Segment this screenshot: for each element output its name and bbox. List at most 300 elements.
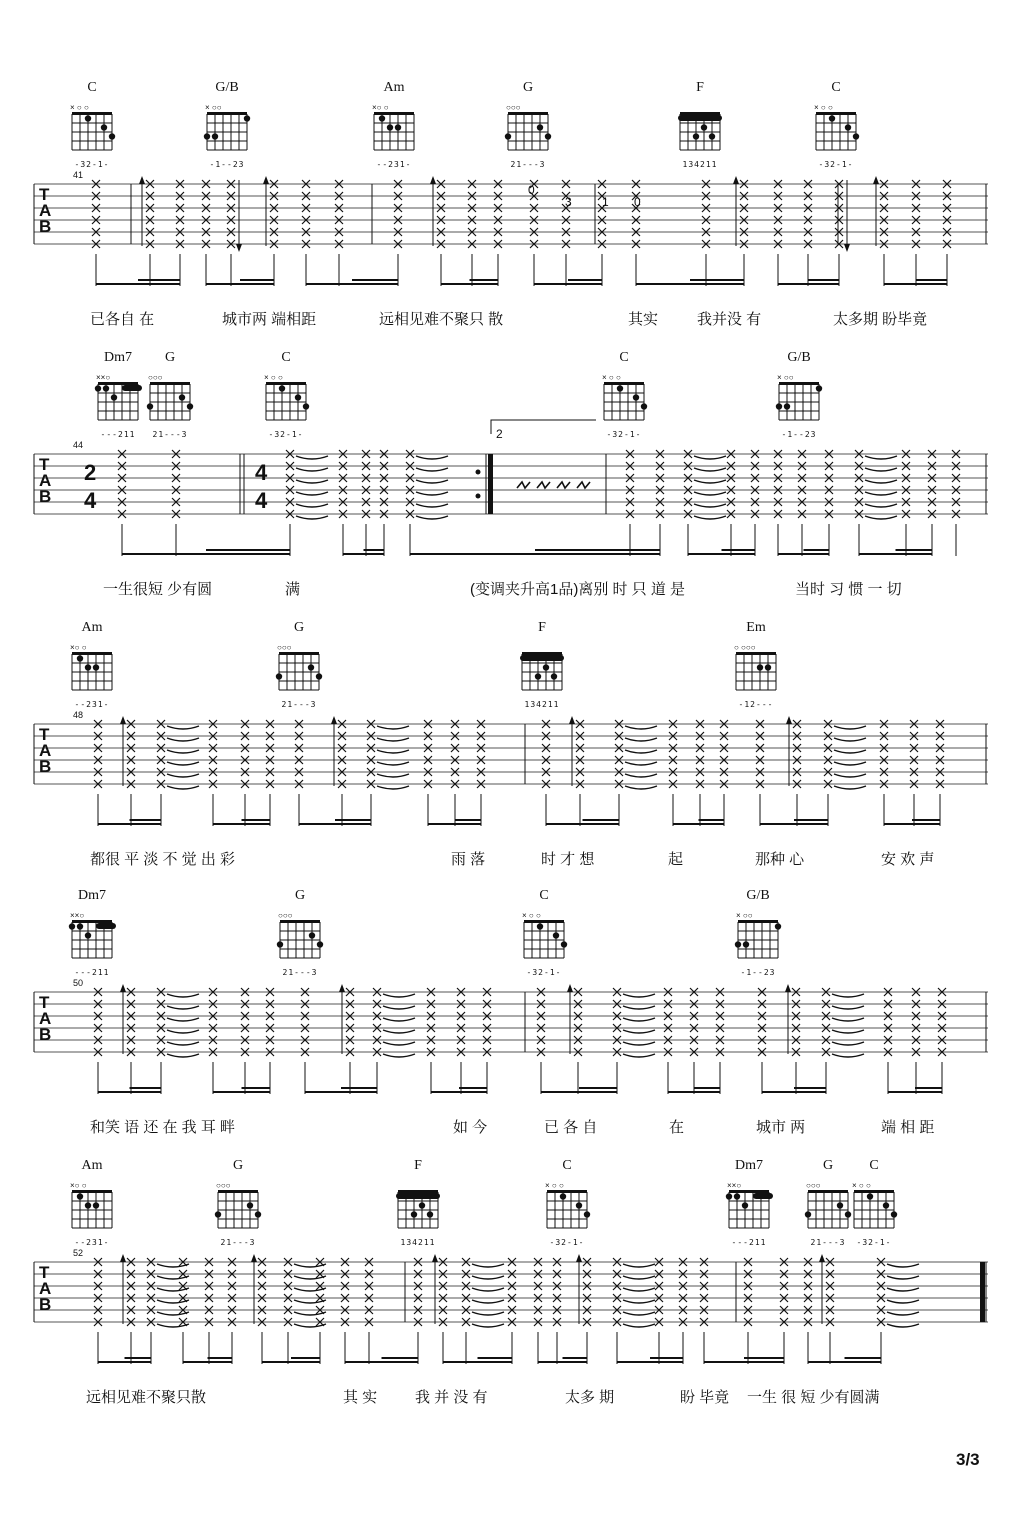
chord-fingering: -32-1- [856,1238,892,1247]
strum-up-arrow [873,176,879,184]
open-string-marks: ○ ○○○ [734,643,756,652]
chord-fingering: -1--23 [740,968,776,977]
finger-dot [85,932,91,938]
tie-arc [167,786,199,789]
finger-dot [551,673,557,679]
chord-name: G [164,350,176,365]
tab-clef-letter: A [39,1279,52,1298]
finger-dot [883,1202,889,1208]
tie-arc [167,762,199,765]
strum-up-arrow [139,176,145,184]
chord-fingering: 21---3 [510,160,546,169]
chord-fingering: -32-1- [549,1238,585,1247]
tie-arc [416,480,448,483]
bar-number: 50 [73,978,84,988]
tie-arc [832,1006,864,1009]
tab-clef-letter: A [39,471,52,490]
strum-down-arrow [236,244,242,252]
lyric-text: 都很 平 淡 不 觉 出 彩 [90,851,236,868]
finger-dot [641,403,647,409]
tie-arc [832,1018,864,1021]
tie-arc [167,994,199,997]
finger-dot [317,941,323,947]
chord-fingering: 134211 [400,1238,436,1247]
strum-up-arrow [567,984,573,992]
chord-diagram [208,1158,268,1253]
chord-fingering: ---211 [100,430,136,439]
chord-fingering: 21---3 [152,430,188,439]
fret-number: 3 [565,195,572,209]
finger-dot [85,1202,91,1208]
chord-diagram [728,888,788,983]
finger-dot [179,394,185,400]
finger-dot [255,1211,261,1217]
tie-arc [416,516,448,519]
tie-arc [157,1264,189,1267]
final-barline [980,1262,985,1322]
chord-diagram [269,620,329,715]
finger-dot [212,133,218,139]
chord-name: Dm7 [104,350,132,365]
lyric-text: 满 [285,581,301,598]
tie-arc [623,1006,655,1009]
chord-diagram [806,80,866,175]
chord-fingering: ---211 [74,968,110,977]
chord-diagram [62,888,122,983]
tab-staff [0,1244,1020,1374]
chord-name: Dm7 [735,1158,763,1173]
finger-dot [576,1202,582,1208]
tab-system [0,80,1020,330]
chord-diagram [719,1158,779,1253]
open-string-marks: ×○ ○ [70,643,87,652]
lyric-text: 我 并 没 有 [415,1389,488,1406]
finger-dot [776,403,782,409]
tie-arc [294,1276,326,1279]
tab-clef-letter: B [39,217,52,236]
chord-diagram [726,620,786,715]
chord-fingering: -32-1- [268,430,304,439]
finger-dot [77,655,83,661]
tie-arc [623,1018,655,1021]
chord-name: Dm7 [78,888,106,903]
bar-number: 44 [73,440,84,450]
finger-dot [93,664,99,670]
strum-up-arrow [120,984,126,992]
chord-fingering: -32-1- [606,430,642,439]
strum-up-arrow [432,1254,438,1262]
chord-grid-diagram [394,1180,442,1236]
tie-arc [157,1312,189,1315]
finger-dot [279,385,285,391]
tie-arc [296,504,328,507]
tie-arc [472,1300,504,1303]
chord-grid-diagram [262,372,310,428]
finger-dot [204,133,210,139]
chord-grid-diagram [68,1180,116,1236]
tie-arc [625,738,657,741]
open-string-marks: ××○ [96,373,111,382]
lyric-text: 雨 落 [451,851,486,868]
tab-staff [0,974,1020,1104]
tie-arc [625,786,657,789]
strum-up-arrow [331,716,337,724]
rest-symbol [537,482,550,488]
finger-dot [85,664,91,670]
open-string-marks: ××○ [727,1181,742,1190]
chord-diagram [537,1158,597,1253]
chord-fingering: --231- [74,1238,110,1247]
tie-arc [694,504,726,507]
tie-arc [416,504,448,507]
tie-arc [157,1324,189,1327]
bar-number: 41 [73,170,84,180]
open-string-marks: × ○ ○ [814,103,833,112]
strum-up-arrow [569,716,575,724]
finger-dot [411,1211,417,1217]
chord-fingering: -32-1- [818,160,854,169]
tab-clef-letter: B [39,487,52,506]
chord-grid-diagram [94,372,142,428]
finger-dot [726,1193,732,1199]
finger-dot [295,394,301,400]
finger-dot [853,133,859,139]
tie-arc [472,1324,504,1327]
lyric-text: 端 相 距 [881,1119,935,1136]
tie-arc [383,1042,415,1045]
chord-name: C [562,1158,572,1173]
chord-name: G [294,888,306,903]
chord-grid-diagram [203,102,251,158]
chord-name: Am [383,80,405,95]
chord-diagram [670,80,730,175]
open-string-marks: × ○ ○ [70,103,89,112]
tie-arc [157,1300,189,1303]
tie-arc [865,468,897,471]
lyric-text: 太多 期 [565,1389,615,1406]
chord-grid-diagram [732,642,780,698]
tie-arc [416,456,448,459]
chord-name: C [87,80,97,95]
tie-arc [377,762,409,765]
chord-fingering: -1--23 [781,430,817,439]
tie-arc [625,726,657,729]
finger-dot [505,133,511,139]
tie-arc [377,726,409,729]
rest-symbol [517,482,530,488]
chord-name: G/B [746,888,770,903]
lyric-text: 其实 [628,311,659,328]
open-string-marks: ×○ ○ [70,1181,87,1190]
chord-name: G [822,1158,834,1173]
chord-fingering: 21---3 [281,700,317,709]
tab-system [0,620,1020,870]
finger-dot [784,403,790,409]
open-string-marks: × ○○ [777,373,794,382]
finger-dot [95,385,101,391]
tie-arc [294,1324,326,1327]
tie-arc [865,456,897,459]
open-string-marks: × ○ ○ [522,911,541,920]
fret-number: 0 [634,195,641,209]
tie-arc [296,468,328,471]
tie-arc [694,456,726,459]
tie-arc [294,1312,326,1315]
strum-up-arrow [786,716,792,724]
chord-fingering: --231- [376,160,412,169]
tie-arc [625,762,657,765]
open-string-marks: ○○○ [278,911,293,920]
tie-arc [832,1042,864,1045]
chord-diagram [594,350,654,445]
finger-dot [77,923,83,929]
strum-up-arrow [120,716,126,724]
tie-arc [377,738,409,741]
finger-dot [277,941,283,947]
chord-name: Am [81,620,103,635]
chord-grid-diagram [370,102,418,158]
chord-name: G [232,1158,244,1173]
fret-number: 0 [528,183,535,197]
tab-system [0,1158,1020,1408]
tie-arc [694,492,726,495]
finger-dot [308,664,314,670]
finger-dot [633,394,639,400]
finger-dot [537,923,543,929]
finger-dot [867,1193,873,1199]
lyric-text: 盼 毕竟 [680,1389,730,1406]
finger-dot [537,124,543,130]
open-string-marks: ○○○ [277,643,292,652]
chord-grid-diagram [775,372,823,428]
tie-arc [625,774,657,777]
lyric-text: 城市 两 [756,1119,806,1136]
finger-dot [316,673,322,679]
tie-arc [472,1264,504,1267]
tie-arc [416,492,448,495]
fret-number: 1 [602,195,609,209]
open-string-marks: × ○ ○ [264,373,283,382]
tie-arc [623,1276,655,1279]
tie-arc [623,1030,655,1033]
tie-arc [294,1288,326,1291]
lyric-text: 起 [668,851,684,868]
tab-clef-letter: T [39,1263,50,1282]
chord-grid-diagram [504,102,552,158]
chord-name: G/B [215,80,239,95]
tie-arc [167,1006,199,1009]
lyric-text: 一生很短 少有圆 [103,581,213,598]
bar-number: 48 [73,710,84,720]
finger-dot [693,133,699,139]
chord-diagram [62,1158,122,1253]
tie-arc [887,1288,919,1291]
lyric-text: 当时 习 惯 一 切 [795,581,902,598]
chord-name: Em [746,620,766,635]
finger-dot [187,403,193,409]
finger-dot [395,124,401,130]
tab-clef-letter: T [39,993,50,1012]
lyric-text: 安 欢 声 [881,851,935,868]
tab-system [0,350,1020,600]
lyric-text: 远相见难不聚只散 [86,1389,207,1406]
chord-diagram [364,80,424,175]
strum-up-arrow [430,176,436,184]
open-string-marks: ×○ ○ [372,103,389,112]
chord-fingering: -32-1- [526,968,562,977]
finger-dot [103,385,109,391]
open-string-marks: × ○○ [205,103,222,112]
strum-up-arrow [785,984,791,992]
finger-dot [247,1202,253,1208]
open-string-marks: × ○ ○ [852,1181,871,1190]
tie-arc [377,786,409,789]
chord-grid-diagram [276,910,324,966]
finger-dot [111,394,117,400]
chord-diagram [388,1158,448,1253]
finger-dot [617,385,623,391]
chord-fingering: 134211 [682,160,718,169]
tie-arc [157,1276,189,1279]
finger-dot [829,115,835,121]
chord-grid-diagram [68,910,116,966]
tie-arc [167,1042,199,1045]
tie-arc [887,1300,919,1303]
tie-arc [625,750,657,753]
finger-dot [735,941,741,947]
tie-arc [296,516,328,519]
tie-arc [167,726,199,729]
finger-dot [427,1211,433,1217]
finger-dot [303,403,309,409]
strum-up-arrow [251,1254,257,1262]
finger-dot [845,124,851,130]
tie-arc [416,468,448,471]
chord-diagram [197,80,257,175]
finger-dot [584,1211,590,1217]
tab-clef-letter: T [39,455,50,474]
chord-fingering: 21---3 [810,1238,846,1247]
tie-arc [887,1276,919,1279]
tie-arc [694,468,726,471]
chord-grid-diagram [734,910,782,966]
finger-dot [701,124,707,130]
tie-arc [694,516,726,519]
chord-grid-diagram [68,642,116,698]
page-number: 3/3 [956,1450,980,1469]
open-string-marks: × ○ ○ [602,373,621,382]
chord-name: G [293,620,305,635]
finger-dot [387,124,393,130]
chord-grid-diagram [812,102,860,158]
chord-name: Am [81,1158,103,1173]
strum-up-arrow [263,176,269,184]
tie-arc [832,994,864,997]
tab-staff [0,706,1020,836]
tab-system [0,888,1020,1138]
chord-name: C [281,350,291,365]
repeat-barline [488,454,493,514]
chord-diagram [140,350,200,445]
finger-dot [77,1193,83,1199]
lyric-text: 一生 很 短 少有圆满 [747,1389,880,1406]
strum-up-arrow [733,176,739,184]
finger-dot [109,133,115,139]
chord-grid-diagram [520,910,568,966]
tie-arc [865,516,897,519]
chord-name: F [696,80,704,95]
strum-up-arrow [819,1254,825,1262]
chord-diagram [270,888,330,983]
chord-grid-diagram [543,1180,591,1236]
chord-fingering: -12--- [738,700,774,709]
chord-fingering: 134211 [524,700,560,709]
tie-arc [834,762,866,765]
chord-fingering: 21---3 [220,1238,256,1247]
finger-dot [837,1202,843,1208]
lyric-text: 如 今 [453,1119,488,1136]
tab-clef-letter: T [39,725,50,744]
tie-arc [383,994,415,997]
strum-up-arrow [120,1254,126,1262]
tie-arc [865,504,897,507]
tab-clef-letter: B [39,1295,52,1314]
tie-arc [834,750,866,753]
tie-arc [383,1030,415,1033]
finger-dot [742,1202,748,1208]
chord-fingering: ---211 [731,1238,767,1247]
time-signature-bottom: 4 [84,488,97,513]
lyric-text: 和笑 语 还 在 我 耳 畔 [90,1119,236,1136]
bar-number: 52 [73,1248,84,1258]
lyric-text: 时 才 想 [541,851,595,868]
tie-arc [167,1054,199,1057]
chord-diagram [512,620,572,715]
tie-arc [377,750,409,753]
chord-diagram [62,80,122,175]
tie-arc [383,1006,415,1009]
finger-dot [709,133,715,139]
finger-dot [147,403,153,409]
finger-dot [309,932,315,938]
tie-arc [623,1054,655,1057]
finger-dot [765,664,771,670]
tie-arc [167,1018,199,1021]
open-string-marks: ○○○ [806,1181,821,1190]
chord-grid-diagram [725,1180,773,1236]
tab-clef-letter: A [39,201,52,220]
time-signature-top: 4 [255,460,268,485]
finger-dot [805,1211,811,1217]
tie-arc [623,994,655,997]
tie-arc [296,456,328,459]
chord-name: G/B [787,350,811,365]
chord-grid-diagram [146,372,194,428]
chord-fingering: --231- [74,700,110,709]
chord-diagram [498,80,558,175]
tie-arc [834,726,866,729]
tie-arc [887,1312,919,1315]
finger-dot [553,932,559,938]
finger-dot [561,941,567,947]
tie-arc [832,1030,864,1033]
chord-grid-diagram [676,102,724,158]
tie-arc [694,480,726,483]
finger-dot [734,1193,740,1199]
finger-dot [419,1202,425,1208]
rest-symbol [577,482,590,488]
chord-grid-diagram [518,642,566,698]
